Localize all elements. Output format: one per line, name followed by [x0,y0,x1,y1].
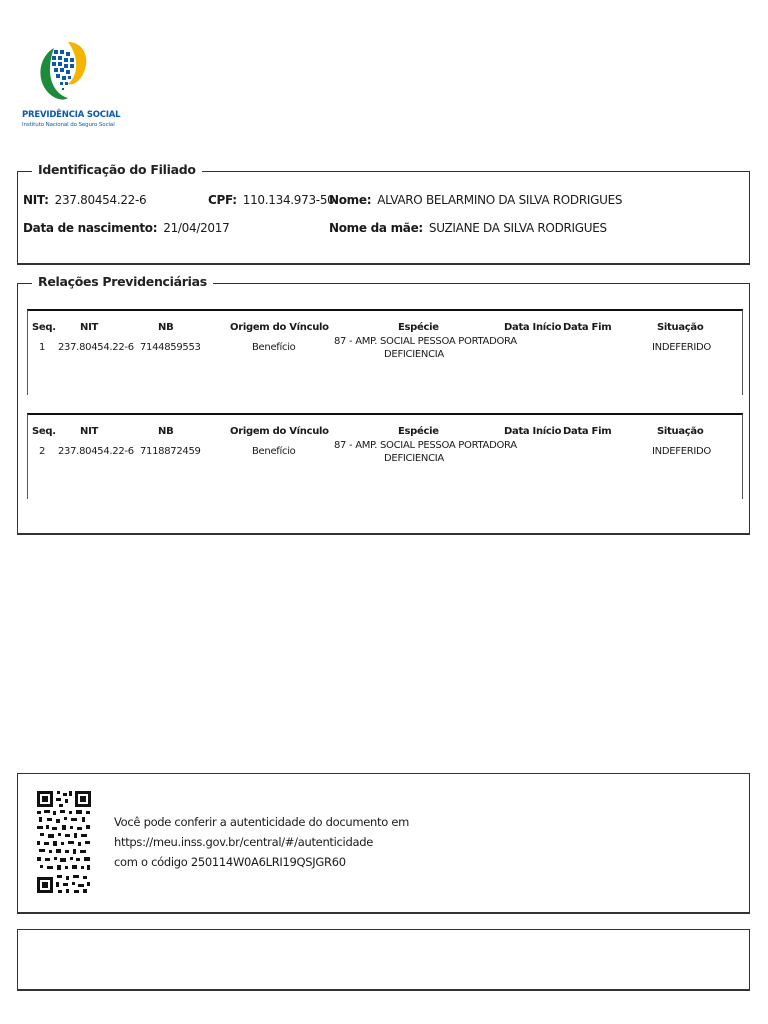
row-situacao: INDEFERIDO [652,342,711,353]
autenticidade-codigo: com o código 250114W0A6LRI19QSJGR60 [114,855,346,869]
relacoes-legend: Relações Previdenciárias [32,274,213,289]
logo-title: PREVIDÊNCIA SOCIAL [22,110,121,120]
relacao-record [27,309,743,395]
header-situacao: Situação [657,426,704,437]
legend-rule [17,171,31,172]
row-especie-line1: 87 - AMP. SOCIAL PESSOA PORTADORA [334,336,517,347]
nome-field [329,193,622,207]
nascimento-label: Data de nascimento: [23,221,158,235]
identificacao-legend: Identificação do Filiado [32,162,202,177]
previdencia-social-logo [20,38,121,138]
header-seq: Seq. [32,322,56,333]
cpf-label: CPF: [208,193,237,207]
nit-value: 237.80454.22-6 [54,193,147,207]
header-especie: Espécie [398,426,439,437]
row-origem: Benefício [252,342,296,353]
logo-subtitle: Instituto Nacional do Seguro Social [22,122,115,128]
autenticidade-line-1: Você pode conferir a autenticidade do documento em [114,815,410,829]
row-nb: 7144859553 [140,342,201,353]
nome-label: Nome: [329,193,372,207]
row-especie-line1: 87 - AMP. SOCIAL PESSOA PORTADORA [334,440,517,451]
header-nb: NB [158,426,174,437]
mae-field [329,221,607,235]
header-especie: Espécie [398,322,439,333]
header-origem: Origem do Vínculo [230,322,329,333]
row-origem: Benefício [252,446,296,457]
header-data-inicio: Data Início [504,426,562,437]
qr-code-icon [35,789,93,901]
row-especie-line2: DEFICIENCIA [384,349,444,360]
nascimento-field [23,221,229,235]
cpf-field [208,193,335,207]
header-nb: NB [158,322,174,333]
header-origem: Origem do Vínculo [230,426,329,437]
nascimento-value: 21/04/2017 [163,221,230,235]
qr-code-graphic [35,789,93,897]
row-nit: 237.80454.22-6 [58,446,134,457]
legend-rule [17,283,31,284]
nit-field [23,193,146,207]
row-especie-line2: DEFICIENCIA [384,453,444,464]
empty-footer-box [17,929,750,991]
mae-label: Nome da mãe: [329,221,423,235]
row-seq: 1 [39,342,46,353]
row-seq: 2 [39,446,46,457]
header-data-inicio: Data Início [504,322,562,333]
autenticidade-url[interactable]: https://meu.inss.gov.br/central/#/autenticidade [114,835,373,849]
cpf-value: 110.134.973-50 [242,193,335,207]
row-nit: 237.80454.22-6 [58,342,134,353]
header-data-fim: Data Fim [563,322,612,333]
header-data-fim: Data Fim [563,426,612,437]
relacoes-section [17,274,750,535]
mae-value: SUZIANE DA SILVA RODRIGUES [428,221,607,235]
autenticidade-box [17,773,750,914]
logo-emblem-icon [34,38,92,106]
header-nit: NIT [80,322,99,333]
relacao-record [27,413,743,499]
identificacao-section [17,162,750,265]
header-seq: Seq. [32,426,56,437]
nome-value: ALVARO BELARMINO DA SILVA RODRIGUES [377,193,623,207]
header-situacao: Situação [657,322,704,333]
header-nit: NIT [80,426,99,437]
row-situacao: INDEFERIDO [652,446,711,457]
nit-label: NIT: [23,193,49,207]
row-nb: 7118872459 [140,446,201,457]
